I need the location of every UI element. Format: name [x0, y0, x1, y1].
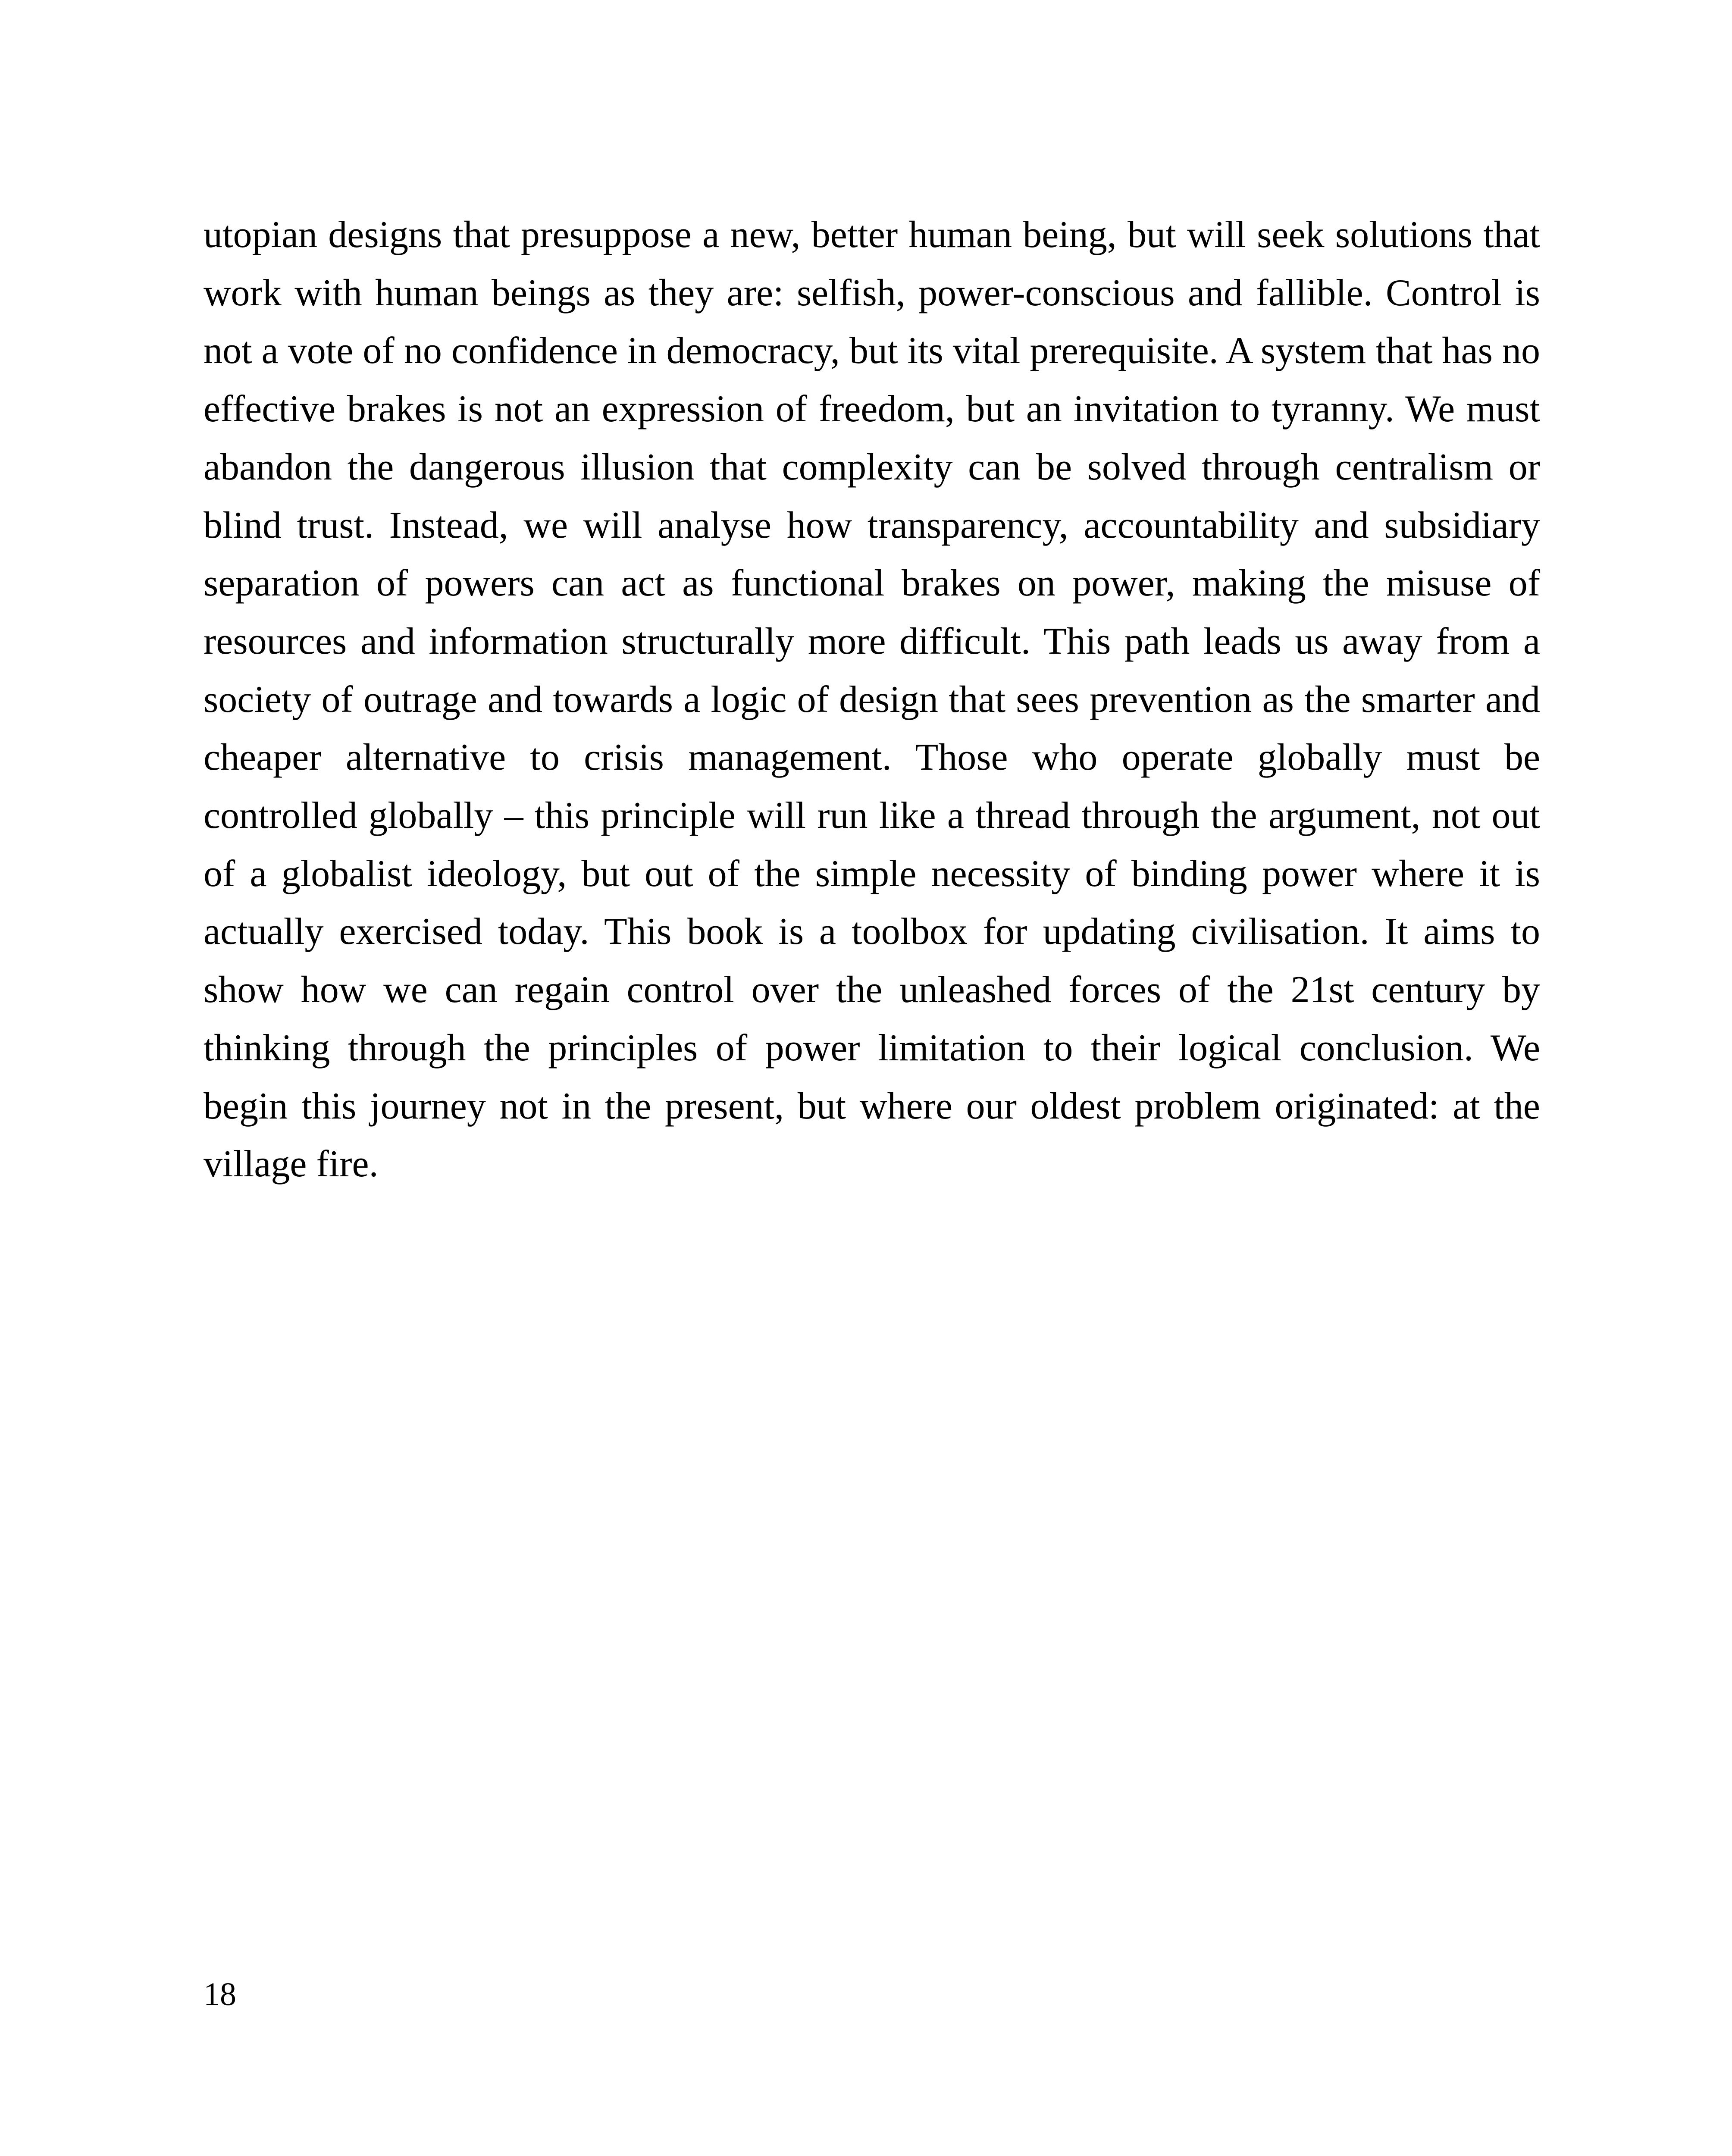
page-number: 18	[204, 1976, 236, 2012]
body-paragraph: utopian designs that presuppose a new, better human being, but will seek solutions that work with human beings as they are: selfish, power-conscious and fallible. Control is not a vote of no confidence in democracy, but its vital prerequisite. A system that has no effective brakes is not an expression of freedom, but an invitation to tyranny. We must abandon the dangerous illusion that complexity can be solved through centralism or blind trust. Instead, we will analyse how transparency, accountability and subsidiary separation of powers can act as functional brakes on power, making the misuse of resources and information structurally more difficult. This path leads us away from a society of outrage and towards a logic of design that sees prevention as the smarter and cheaper alternative to crisis management. Those who operate globally must be controlled globally – this principle will run like a thread through the argument, not out of a globalist ideology, but out of the simple necessity of binding power where it is actually exercised today. This book is a toolbox for updating civilisation. It aims to show how we can regain control over the unleashed forces of the 21st century by thinking through the principles of power limitation to their logical conclusion. We begin this journey not in the present, but where our oldest problem originated: at the village fire.	[204, 214, 1540, 1185]
